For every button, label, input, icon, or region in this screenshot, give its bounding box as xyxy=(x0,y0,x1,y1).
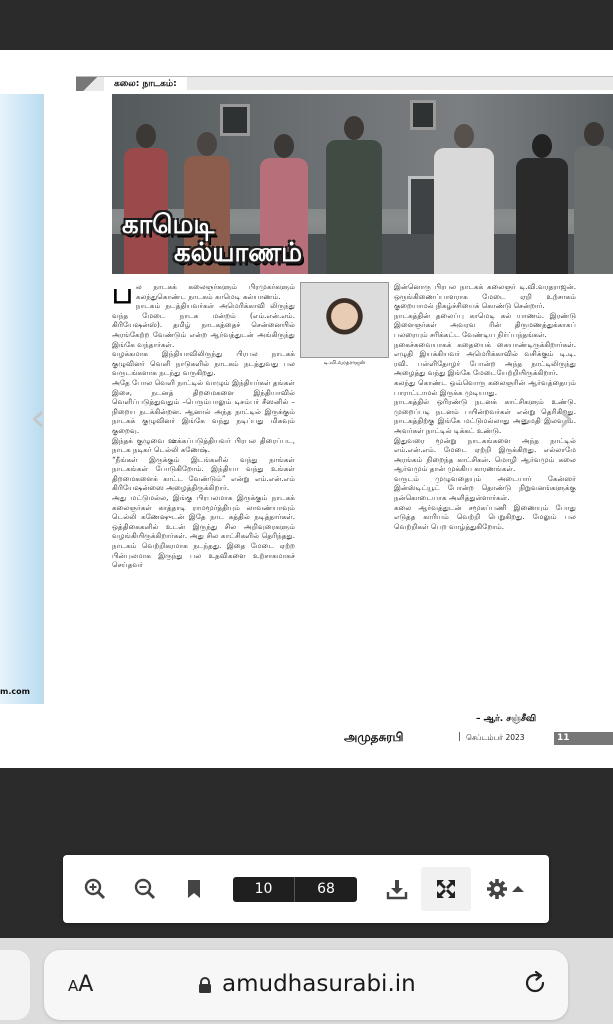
article-paragraph: இதுவரை மூன்று நாடகங்களை அந்த நாட்டில் எம்.என்.எம். மேடை ஏற்றி இருக்கிறது. எல்லாமே அரங்கம் நிறைந்த காட்சிகள். மொழி ஆர்வமும் கலை ஆர்வமும் தான் முக்கிய காரணங்கள். xyxy=(394,435,576,474)
url-text[interactable]: amudhasurabi.in xyxy=(222,971,416,997)
stage-photo xyxy=(112,94,613,274)
article-paragraph: நாடகத்தின் தலைப்பு காமெடி கல் யாணம். இரண்டு இளைஞர்கள் அவரவ ரின் திருமணத்துக்காகப் பலரையும் சரிக்கட்ட வேண்டிய நிர்ப்பந்தங்கள். xyxy=(394,310,576,339)
address-bar[interactable] xyxy=(44,950,568,1020)
previous-page-arrow-icon[interactable]: ‹ xyxy=(30,395,46,441)
zoom-out-icon[interactable] xyxy=(133,877,157,901)
next-page-arrow-icon[interactable]: › xyxy=(558,395,574,441)
section-tag-bar xyxy=(76,76,613,90)
article-title-line2: கல்யாணம் xyxy=(174,238,303,268)
settings-gear-icon[interactable] xyxy=(485,877,509,901)
portrait-caption: டி.வி.வரதராஜன் xyxy=(323,360,366,366)
text-size-button[interactable]: AA xyxy=(68,972,94,997)
viewer-toolbar xyxy=(63,855,549,923)
photo-person xyxy=(432,124,496,274)
photo-person xyxy=(514,134,570,274)
bookmark-icon[interactable] xyxy=(182,877,206,901)
download-icon[interactable] xyxy=(385,877,409,901)
total-pages: 68 xyxy=(317,881,335,897)
article-column-2 xyxy=(394,282,576,531)
reload-icon[interactable] xyxy=(522,970,548,1003)
browser-tab-edge[interactable] xyxy=(0,950,30,1020)
article-paragraph: வருடம் முழுவதையும் அடையார் கேன்ஸர் இன்ஸ்டிட்யூட் போன்ற தொண்டு நிறுவனங்களுக்கு நன்கொடையாக அளித்துள்ளார்கள். xyxy=(394,473,576,503)
article-paragraph: அதே போல வெளி நாட்டில் வாழும் இந்தியர்கள் தங்கள் இசை, நடனத் திறமைகளை இந்தியாவில் வெளிப்படுத்துவதும் –பெரும்பாலும் டிசம்பர் சீஸனில் – நிறைய நடக்கின்றன. ஆனால் அந்த நாட்டில் இருக்கும் நாடகக் குழுவினர் இங்கே வந்து நடிப்பது மிகவும் குறைவு. xyxy=(112,377,295,435)
issue-date: செப்டம்பர் 2023 xyxy=(466,733,525,742)
browser-bottom-bar xyxy=(0,938,613,1024)
footer-separator: | xyxy=(458,732,462,742)
magazine-brand: அமுதசுரபி xyxy=(344,730,404,744)
article-paragraph: “நீங்கள் இருக்கும் இடங்களில் வந்து நாங்கள் நாடகங்கள் போடுகிறோம். இந்தியா வந்து உங்கள் திறமைகளைக் காட்ட வேண்டும்” என்று எம்.என்.எம் கிரியேஷன்ஸை அழைத்திருக்கிறார். xyxy=(112,454,295,493)
portrait-photo xyxy=(300,282,389,358)
article-paragraph: நாடகத்தில் ஒரிரண்டு நடனக் காட்சிகளும் உண்டு. முறைப்படி நடனம் பயின்றவர்கள் என்று தெரிகிறது. நாடகத்திற்கு இங்கே மட்டுமல்லாது அனுமதி இலவசம். அவர்கள் நாட்டில் டிக்கட் உண்டு. xyxy=(394,397,576,435)
article-paragraph: கலந்து கொண்ட ஒவ்வொரு கலைஞரின் ஆர்வத்தையும் பாராட்டாமல் இருக்க முடியாது. xyxy=(394,377,576,397)
photo-person xyxy=(574,122,613,274)
page-indicator[interactable] xyxy=(233,877,357,902)
fullscreen-button[interactable] xyxy=(421,867,471,911)
zoom-in-icon[interactable] xyxy=(83,877,107,901)
section-tag: கலை: நாடகம்: xyxy=(104,77,187,91)
article-paragraph: இந்தக் குழுவை ஊக்கப்படுத்தியவர் பிரபல திரைப்பட, நாடக நடிகர் டெல்லி கணேஷ். xyxy=(112,435,295,455)
article-paragraph: நகைச்சுவையாகக் கதையைக் கையாண்டிருக்கிறார்கள். எழுதி இயக்கியவர் அமெரிக்காவில் வசிக்கும் டி.டி. ரவி. பள்ளிதோழர் போன்ற அந்த நாட்டிலிருந்து அழைத்து வந்து இங்கே மேடையேற்றியிருக்கிறார். xyxy=(394,339,576,378)
current-page-number[interactable]: 10 xyxy=(233,877,295,902)
page-footer xyxy=(344,732,613,746)
caret-up-icon[interactable] xyxy=(509,877,527,901)
lock-icon xyxy=(198,977,212,994)
article-paragraph: இன்னொரு பிரபல நாடகக் கலைஞர் டி.வி.வரதராஜன். ஒருங்கிணைப்பாளராக மேடை ஏறி உற்சாகம் குறையாமல் நிகழ்ச்சியைக் கொண்டு சென்றார். xyxy=(394,282,576,311)
article-byline: – ஆர். சஞ்சீவி xyxy=(476,714,537,724)
article-title xyxy=(122,212,302,266)
photo-person xyxy=(324,116,384,274)
article-column-1 xyxy=(112,277,295,570)
article-title-line1: காமெடி xyxy=(122,210,215,240)
page-number: 11 xyxy=(554,732,613,745)
fullscreen-icon xyxy=(434,877,458,901)
dropcap: ப xyxy=(112,277,133,310)
article-paragraph: கலை ஆர்வத்துடன் சமூகப்பணி இணையும் போது எடுத்த காரியம் வெற்றி பெறுகிறது. மேலும் பல வெற்றிகள் பெற வாழ்த்துகிறோம். xyxy=(394,502,576,531)
previous-page-url-fragment: m.com xyxy=(0,687,30,696)
section-tag-slant xyxy=(76,77,104,91)
magazine-page xyxy=(76,76,613,744)
article-paragraph: பல நாடகக் கலைஞர்களும் பிரமுகர்களும் கலந்துகொண்ட நாடகம் காமெடி கல்யாணம். xyxy=(112,277,295,310)
article-paragraph: நாடகம் நடத்தியவர்கள் அமெரிக்காவி லிருந்து வந்த மேடை நாடக மன்றம் (எம்.என்.எம். கிரியேஷன்ஸ்). தமிழ் நாடகத்தைச் சென்னையில் அரங்கேற்ற வேண்டும் என்ற ஆர்வத்துடன் அங்கிருந்து இங்கே வந்தார்கள். xyxy=(112,301,295,349)
top-dark-bar xyxy=(0,0,613,50)
magazine-viewer[interactable] xyxy=(0,50,613,768)
article-paragraph: அது மட்டுமல்ல, இங்கு பிரபலமாக இருக்கும் நாடகக் கலைஞர்கள் காத்தாடி ராமமூர்த்தியும் லாவண்யாவும் டெல்லி கணேஷுடன் இதே நாட கத்தில் நடித்தார்கள். ஒத்திகைகளில் உடன் இருந்து சில அறிவுரைகளும் வழங்கியிருக்கிறார்கள். அது சில காட்சிகளில் தெரிந்தது. நாடகம் வெற்றிகரமாக நடந்தது. இதை மேடை ஏற்ற பின்புலமாக இருந்து பல உதவிகளை உற்சாகமாகச் செய்தவர் xyxy=(112,493,295,570)
article-paragraph: வழக்கமாக இந்தியாவிலிருந்து பிரபல நாடகக் குழுவினர் வெளி நாடுகளில் நாடகம் நடத்துவது பல வருடங்களாக நடந்து வருகிறது. xyxy=(112,349,295,378)
